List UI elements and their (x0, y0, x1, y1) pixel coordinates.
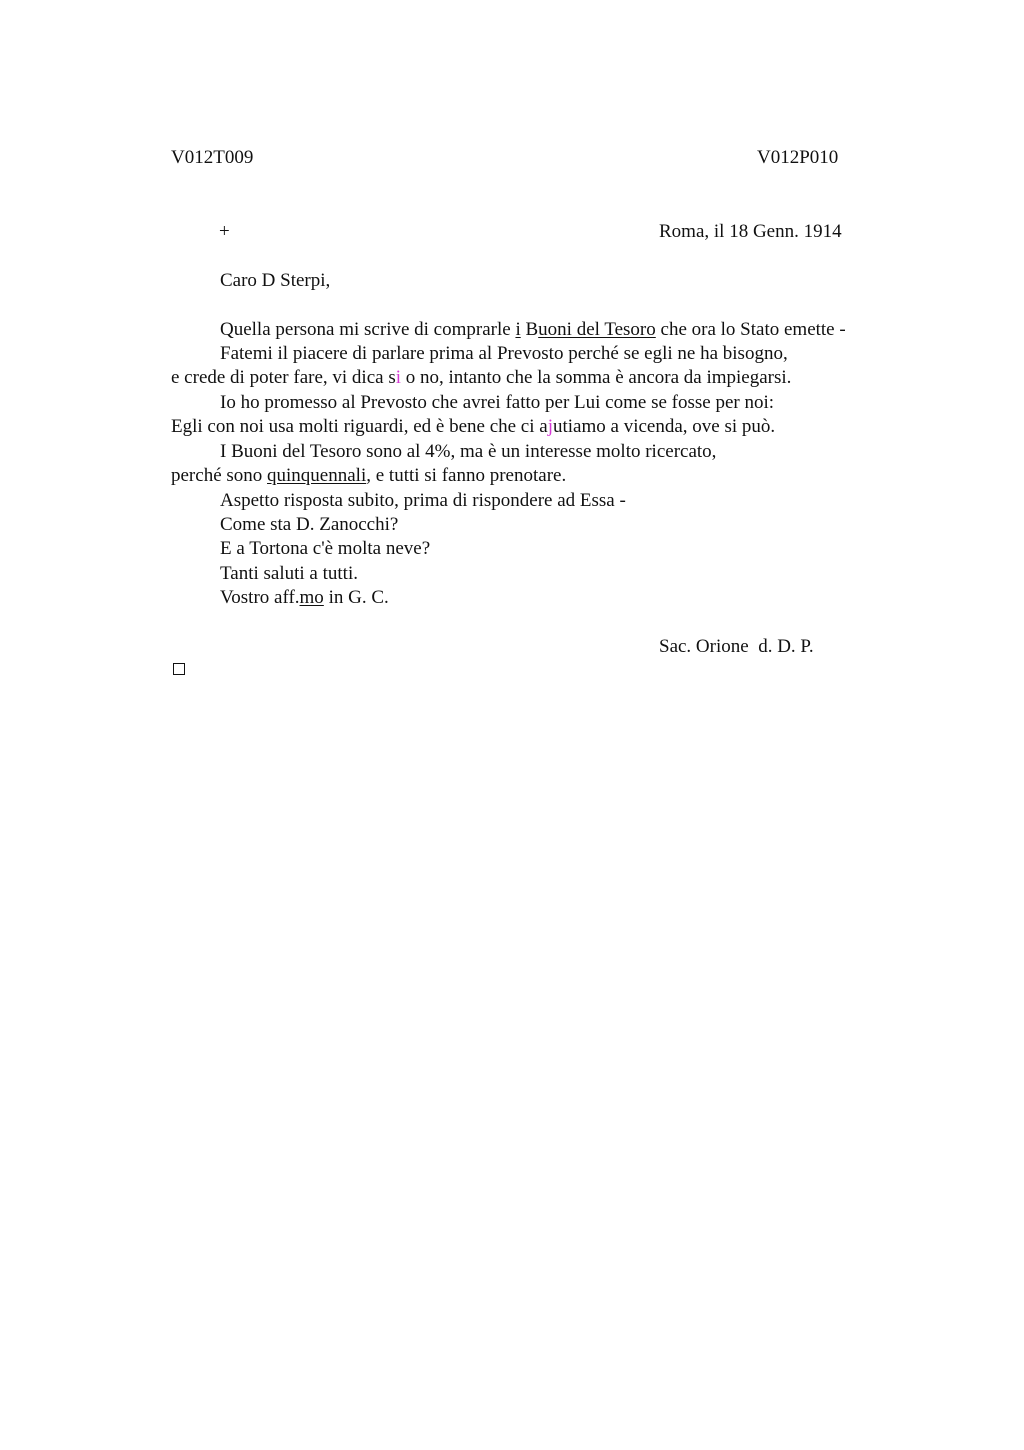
underlined-text: i (515, 319, 521, 340)
letter-line-12 (220, 586, 389, 610)
letter-line-4: Io ho promesso al Prevosto che avrei fatto per Lui come se fosse per noi: (220, 392, 775, 413)
checkbox-icon (173, 663, 185, 675)
document-code-left: V012T009 (171, 147, 254, 168)
highlighted-letter: i (395, 367, 401, 388)
text-segment: perché sono (171, 465, 268, 486)
underlined-text: quinquennali (267, 465, 367, 486)
letter-line-2: Fatemi il piacere di parlare prima al Prevosto perché se egli ne ha bisogno, (220, 343, 788, 364)
cross-mark: + (219, 221, 230, 242)
highlighted-letter: j (547, 416, 553, 437)
underlined-text: mo (299, 587, 324, 608)
document-code-right: V012P010 (757, 147, 839, 168)
text-segment: che ora lo Stato emette - (655, 319, 846, 340)
signature: Sac. Orione d. D. P. (659, 636, 814, 657)
text-segment: Quella persona mi scrive di comprarle (220, 319, 516, 340)
letter-line-10: E a Tortona c'è molta neve? (220, 538, 431, 559)
place-date: Roma, il 18 Genn. 1914 (659, 221, 842, 242)
text-segment: B (520, 319, 539, 340)
text-segment: e crede di poter fare, vi dica s (171, 367, 396, 388)
text-segment: in G. C. (323, 587, 389, 608)
letter-line-7 (171, 464, 566, 488)
letter-line-11: Tanti saluti a tutti. (220, 563, 358, 584)
letter-line-8: Aspetto risposta subito, prima di rispondere ad Essa - (220, 490, 626, 511)
letter-line-9: Come sta D. Zanocchi? (220, 514, 399, 535)
salutation: Caro D Sterpi, (220, 270, 331, 291)
letter-line-6: I Buoni del Tesoro sono al 4%, ma è un interesse molto ricercato, (220, 441, 717, 462)
letter-line-5 (171, 415, 775, 439)
text-segment: o no, intanto che la somma è ancora da impiegarsi. (401, 367, 792, 388)
text-segment: , e tutti si fanno prenotare. (366, 465, 567, 486)
letter-line-1 (220, 318, 846, 342)
text-segment: Egli con noi usa molti riguardi, ed è bene che ci a (171, 416, 548, 437)
underlined-text: uoni del Tesoro (538, 319, 656, 340)
text-segment: utiamo a vicenda, ove si può. (553, 416, 776, 437)
text-segment: Vostro aff. (220, 587, 300, 608)
letter-line-3 (171, 366, 791, 390)
